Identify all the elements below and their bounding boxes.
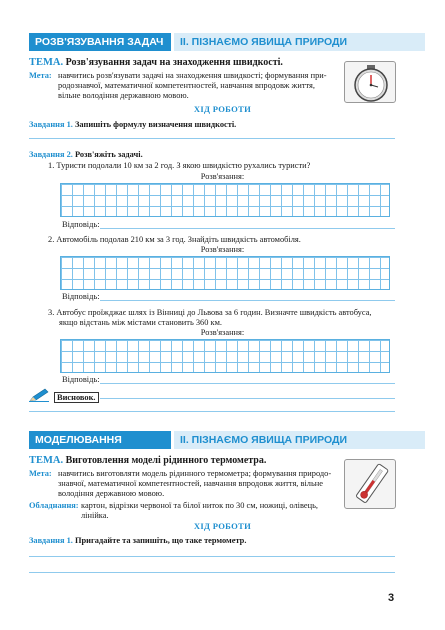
task-number: Завдання 2. — [29, 150, 73, 159]
banner-title: МОДЕЛЮВАННЯ — [29, 431, 171, 449]
problem-1: 1. Туристи подолали 10 км за 2 год. З якою швидкістю рухались туристи? — [48, 161, 311, 170]
solution-grid[interactable] — [60, 183, 390, 217]
topic — [29, 455, 266, 466]
goal-line: знавчої, математичної компетентностей, навчання впродовж життя, вільне — [58, 479, 323, 489]
answer-line[interactable] — [100, 228, 395, 229]
topic — [29, 57, 283, 68]
goal-line: навчитись розв'язувати задачі на знаходження швидкості; формування при- — [58, 71, 327, 80]
topic-text: Розв'язування задач на знаходження швидкості. — [65, 57, 283, 68]
answer-label: Відповідь: — [62, 375, 100, 384]
banner-chapter: II. ПІЗНАЄМО ЯВИЩА ПРИРОДИ — [171, 33, 425, 51]
section-banner-1 — [29, 33, 425, 51]
page-number: 3 — [388, 592, 395, 604]
solution-label: Розв'язання: — [200, 245, 245, 254]
solution-label: Розв'язання: — [200, 172, 245, 181]
answer-label: Відповідь: — [62, 220, 100, 229]
task-text: Розв'яжіть задачі. — [75, 150, 143, 159]
conclusion-line[interactable] — [29, 411, 395, 412]
problem-line: якщо відстань між містами становить 360 км. — [59, 318, 222, 328]
topic-label: ТЕМА. — [29, 455, 64, 466]
solution-label: Розв'язання: — [200, 328, 245, 337]
task-text: Пригадайте та запишіть, що таке термометр. — [75, 536, 247, 545]
thermometer-icon — [344, 459, 396, 509]
procedure-heading: ХІД РОБОТИ — [193, 521, 252, 531]
equipment-label: Обладнання: — [29, 501, 79, 510]
equipment — [29, 501, 337, 521]
conclusion — [29, 388, 99, 407]
section-banner-2 — [29, 431, 425, 449]
stopwatch-icon — [344, 61, 396, 103]
problem-3 — [48, 308, 398, 328]
conclusion-label: Висновок. — [54, 392, 99, 403]
equipment-line: картон, відрізки червоної та білої ниток по 30 см, ножиці, олівець, — [81, 501, 319, 510]
pencil-icon — [29, 388, 51, 407]
problem-2: 2. Автомобіль подолав 210 км за 3 год. Знайдіть швидкість автомобіля. — [48, 235, 301, 244]
goal-line: навчитись виготовляти модель рідинного термометра; формування природо- — [58, 469, 332, 478]
banner-chapter: II. ПІЗНАЄМО ЯВИЩА ПРИРОДИ — [171, 431, 425, 449]
task-2 — [29, 150, 143, 159]
goal-label: Мета: — [29, 71, 52, 80]
task-text: Запишіть формулу визначення швидкості. — [75, 120, 237, 129]
solution-grid[interactable] — [60, 339, 390, 373]
answer-line[interactable] — [100, 300, 395, 301]
goal-label: Мета: — [29, 469, 52, 478]
answer-line[interactable] — [100, 383, 395, 384]
answer-line — [29, 138, 395, 139]
task-1 — [29, 120, 236, 129]
task-number: Завдання 1. — [29, 120, 73, 129]
task-number: Завдання 1. — [29, 536, 73, 545]
solution-grid[interactable] — [60, 256, 390, 290]
equipment-line: лінійка. — [81, 511, 109, 521]
procedure-heading: ХІД РОБОТИ — [193, 104, 252, 114]
topic-text: Виготовлення моделі рідинного термометра. — [65, 455, 267, 466]
goal — [29, 71, 337, 102]
topic-label: ТЕМА. — [29, 57, 64, 68]
goal — [29, 469, 337, 500]
answer-label: Відповідь: — [62, 292, 100, 301]
answer-line[interactable] — [29, 572, 395, 573]
banner-title: РОЗВ'ЯЗУВАННЯ ЗАДАЧ — [29, 33, 171, 51]
goal-line: родознавчої, математичної компетентностей, навчання впродовж життя, — [58, 81, 315, 91]
conclusion-line[interactable] — [100, 398, 395, 399]
answer-line[interactable] — [29, 556, 395, 557]
goal-line: володіння державною мовою. — [58, 489, 165, 499]
task-1 — [29, 536, 246, 545]
goal-line: вільне володіння державною мовою. — [58, 91, 189, 101]
problem-line: 3. Автобус проїжджає шлях із Вінниці до Львова за 6 годин. Визначте швидкість автобуса, — [48, 308, 372, 317]
